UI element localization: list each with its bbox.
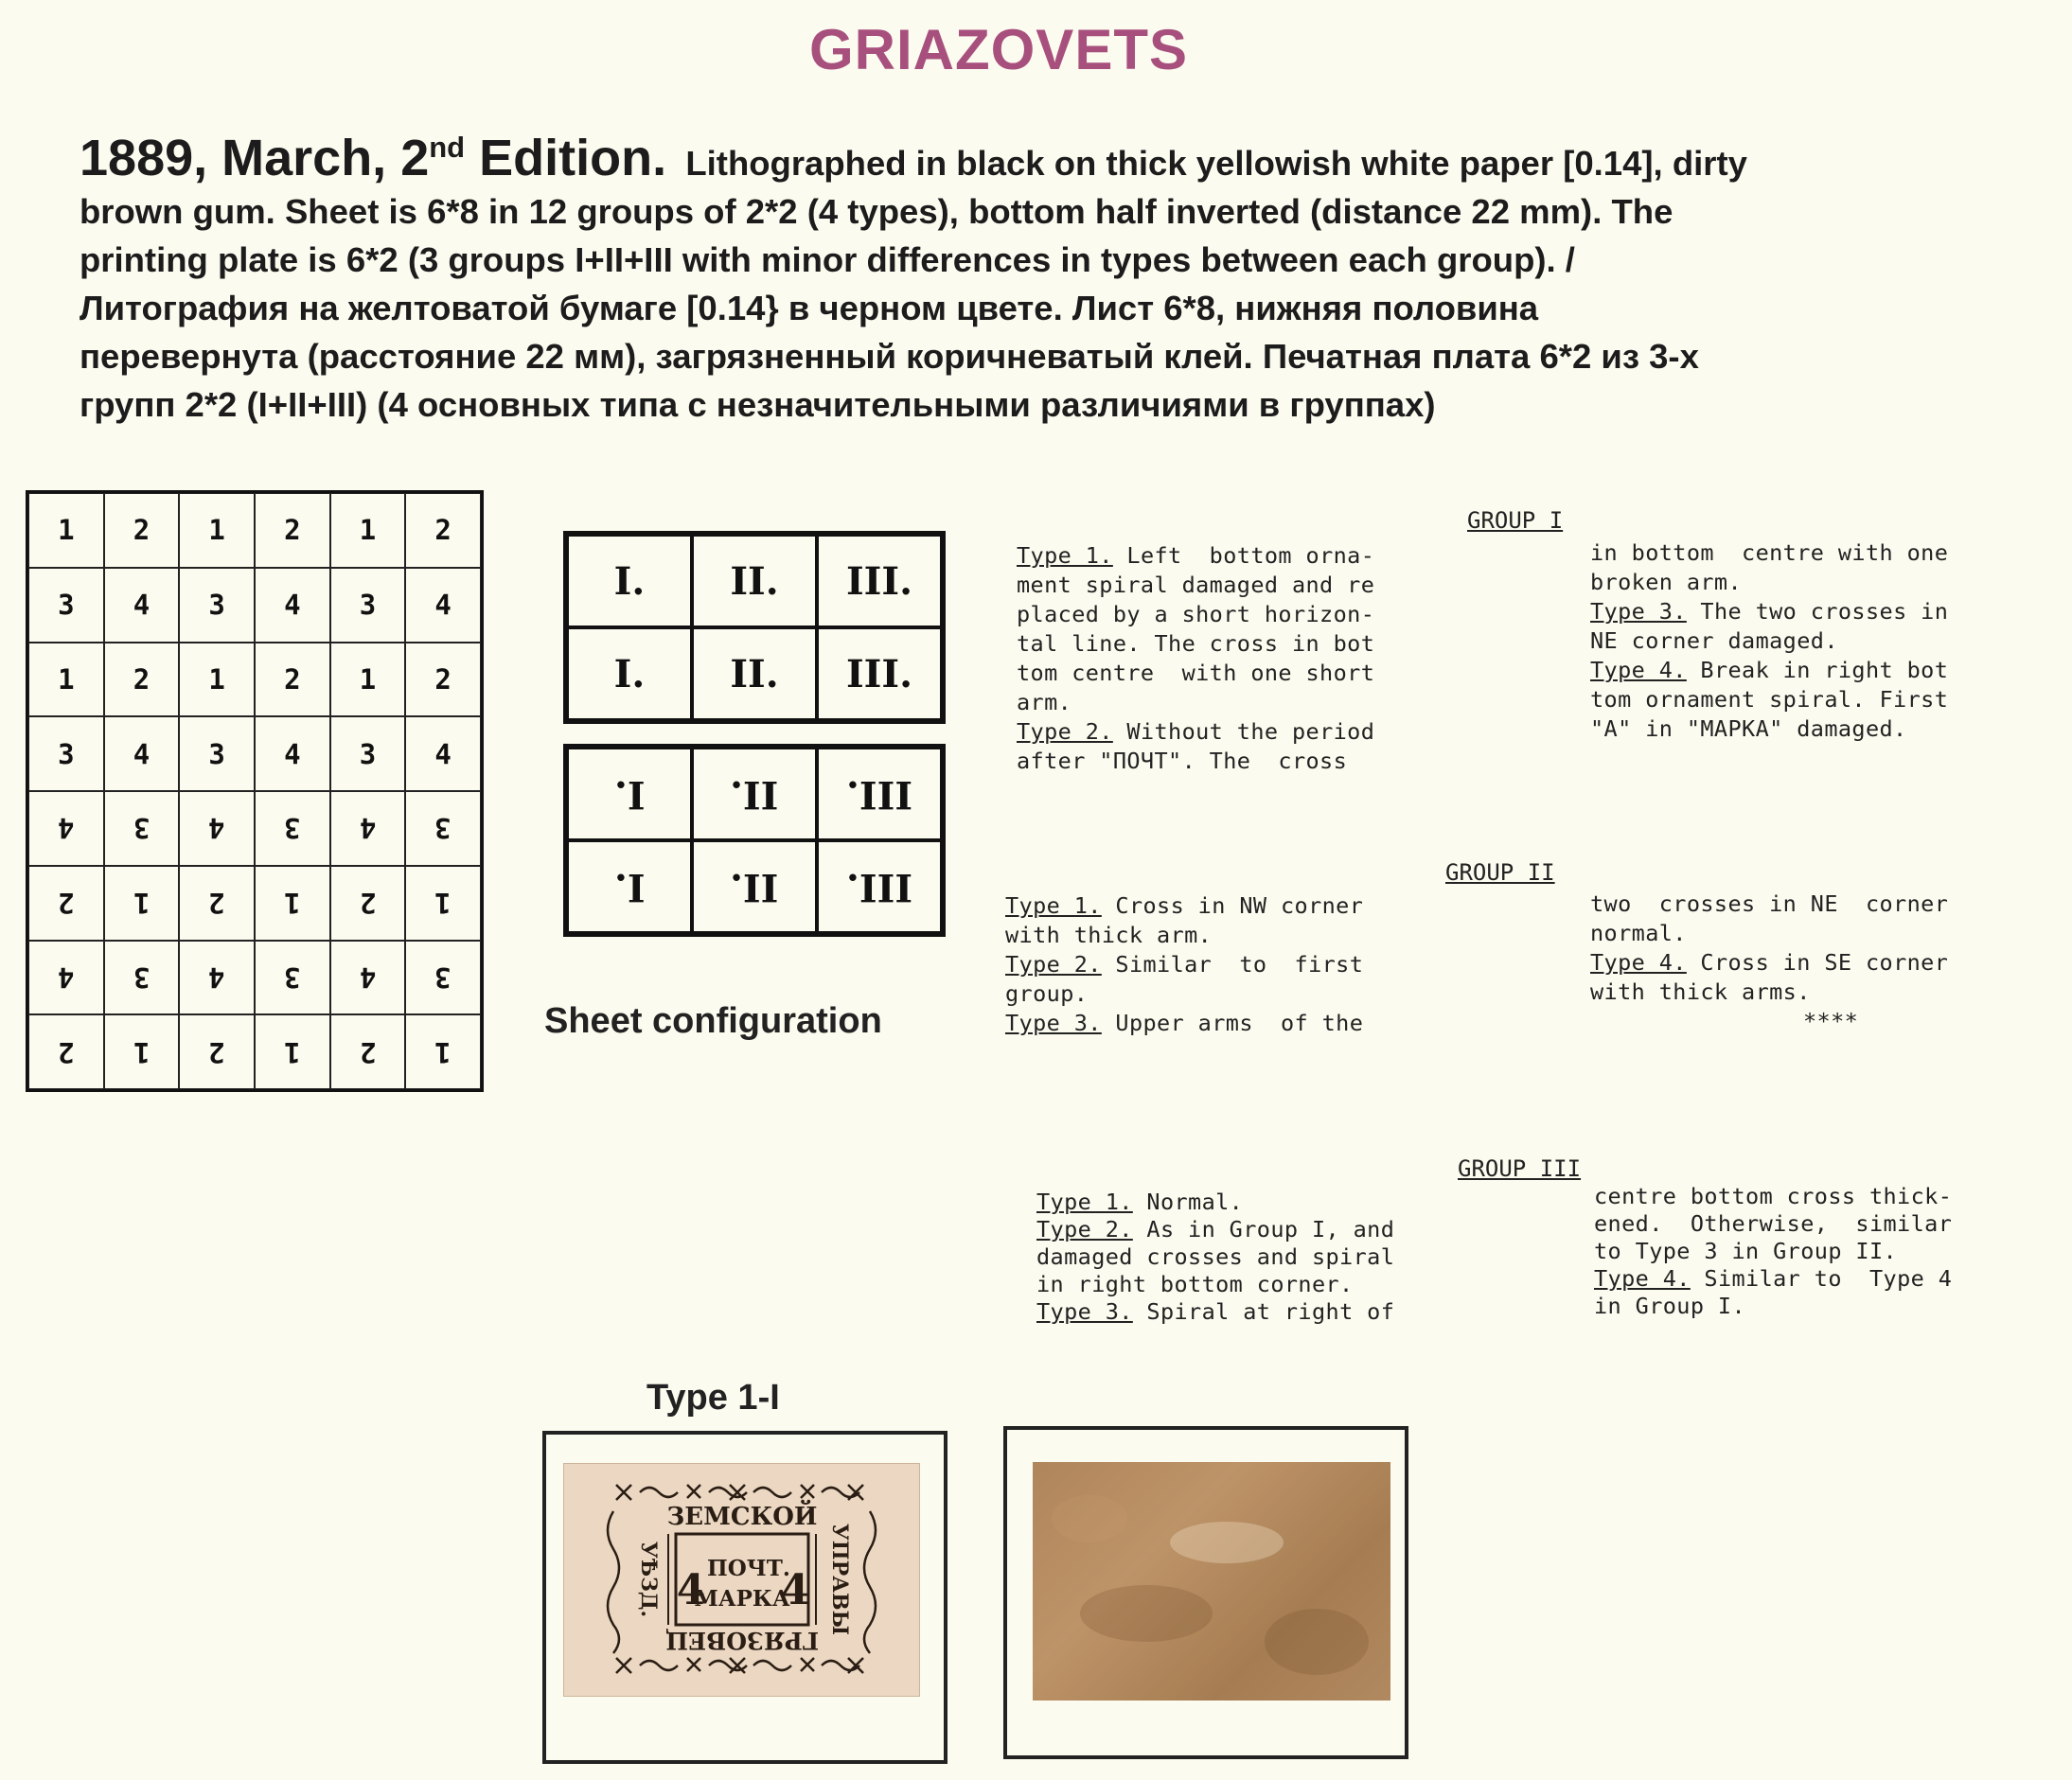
intro-line-4: Литография на желтоватой бумаге [0.14} в черном цвете. Лист 6*8, нижняя половина (80, 289, 1539, 327)
plate-group-cell (692, 535, 817, 627)
sheet-grid-cell (330, 866, 406, 941)
sheet-grid-cell (405, 1014, 481, 1089)
sheet-grid-type-number: 1 (434, 1035, 452, 1068)
stamp-middle-line-1: ПОЧТ. (707, 1556, 790, 1581)
sheet-grid-cell (330, 643, 406, 717)
sheet-grid-cell (255, 941, 330, 1015)
sheet-grid-cell (104, 716, 180, 791)
plate-group-cell (692, 840, 817, 933)
stamp-left-inscription: УѢЗД. (636, 1541, 661, 1618)
sheet-grid-type-number: 1 (133, 1035, 151, 1068)
sheet-grid-cell (255, 866, 330, 941)
plate-group-label: III. (845, 771, 913, 817)
sheet-grid-cell (28, 791, 104, 866)
sheet-grid-type-number: 4 (284, 589, 301, 622)
sheet-grid-cell (255, 716, 330, 791)
sheet-configuration-caption: Sheet configuration (544, 1001, 882, 1041)
sheet-grid-cell (255, 643, 330, 717)
sheet-grid (26, 490, 484, 1092)
sheet-grid-type-number: 4 (208, 960, 225, 994)
sheet-grid-cell (179, 568, 255, 643)
sheet-grid-cell (104, 493, 180, 568)
sheet-grid-cell (330, 568, 406, 643)
sheet-grid-type-number: 4 (208, 812, 225, 845)
plate-group-label: I. (613, 651, 646, 696)
sheet-grid-type-number: 4 (133, 589, 151, 622)
sheet-grid-type-number: 4 (434, 737, 452, 770)
sheet-grid-type-number: 4 (434, 589, 452, 622)
plate-group-cell (817, 840, 942, 933)
sheet-grid-cell (104, 1014, 180, 1089)
sheet-grid-cell (28, 941, 104, 1015)
group-2-left-column: Type 1. Cross in NW corner with thick arm. Type 2. Similar to first group. Type 3. Upper arms of the (1005, 892, 1364, 1036)
sheet-grid-type-number: 1 (284, 887, 301, 920)
group-2-right-column: two crosses in NE corner normal. Type 4. Cross in SE corner with thick arms. **** (1590, 890, 1949, 1034)
sheet-grid-type-number: 2 (359, 1035, 377, 1068)
sheet-grid-cell (179, 493, 255, 568)
plate-group-label: II. (730, 651, 779, 696)
sheet-grid-cell (330, 716, 406, 791)
sheet-grid-cell (28, 493, 104, 568)
group-3-heading: GROUP III (1458, 1155, 1582, 1182)
sheet-grid-cell (405, 716, 481, 791)
plate-configuration-inverted (563, 744, 946, 937)
sheet-grid-cell (179, 716, 255, 791)
sheet-grid-cell (179, 791, 255, 866)
stamp-value-right: 4 (780, 1566, 810, 1614)
sheet-grid-type-number: 3 (133, 812, 151, 845)
sheet-grid-cell (104, 643, 180, 717)
group-3-right-column: centre bottom cross thick- ened. Otherwise, similar to Type 3 in Group II. Type 4. Similar to Type 4 in Group I. (1594, 1183, 1953, 1319)
intro-paragraph (80, 123, 2010, 429)
sheet-grid-type-number: 3 (208, 737, 225, 770)
stamp-top-inscription: ЗЕМСКОЙ (666, 1503, 818, 1531)
sheet-grid-cell (330, 941, 406, 1015)
stamp-type-caption: Type 1-I (646, 1378, 780, 1418)
plate-configuration-upright (563, 531, 946, 724)
sheet-grid-cell (104, 866, 180, 941)
sheet-grid-cell (330, 1014, 406, 1089)
intro-line-3: printing plate is 6*2 (3 groups I+II+III with minor differences in types between each group). / (80, 240, 1575, 279)
sheet-grid-type-number: 1 (133, 887, 151, 920)
group-1-left-column: Type 1. Left bottom orna- ment spiral damaged and re placed by a short horizon- tal line. The cross in bot tom centre with one short arm. Type 2. Without the period after "ПОЧТ". The cross (1017, 542, 1375, 774)
stamp-bottom-inscription: ГРЯЗОВЕЦ (664, 1627, 820, 1654)
stamp-right-inscription: УПРАВЫ (827, 1523, 852, 1636)
plate-group-label: I. (613, 558, 646, 604)
sheet-grid-cell (104, 941, 180, 1015)
sheet-grid-cell (28, 866, 104, 941)
sheet-grid-type-number: 2 (434, 514, 452, 547)
plate-group-cell (567, 627, 692, 720)
plate-group-cell (692, 627, 817, 720)
sheet-grid-cell (179, 941, 255, 1015)
plate-group-label: III. (845, 651, 913, 696)
sheet-grid-type-number: 2 (359, 887, 377, 920)
sheet-grid-type-number: 2 (133, 514, 151, 547)
sheet-grid-type-number: 1 (58, 514, 75, 547)
sheet-grid-type-number: 1 (359, 662, 377, 696)
sheet-grid-type-number: 4 (284, 737, 301, 770)
sheet-grid-type-number: 4 (133, 737, 151, 770)
sheet-grid-type-number: 3 (284, 812, 301, 845)
sheet-grid-type-number: 3 (284, 960, 301, 994)
sheet-grid-cell (28, 643, 104, 717)
stamp-middle-line-2: МАРКА (694, 1586, 790, 1612)
group-1-right-column: in bottom centre with one broken arm. Type 3. The two crosses in NE corner damaged. Type 4. Break in right bot tom ornament spiral. First "A" in "MAPKA" damaged. (1590, 539, 1949, 742)
sheet-grid-type-number: 2 (208, 1035, 225, 1068)
plate-group-label: III. (845, 558, 913, 604)
sheet-grid-cell (405, 493, 481, 568)
sheet-grid-cell (28, 568, 104, 643)
sheet-grid-type-number: 1 (58, 662, 75, 696)
sheet-grid-cell (179, 1014, 255, 1089)
stamp-back-texture (1033, 1462, 1390, 1701)
sheet-grid-type-number: 3 (58, 737, 75, 770)
intro-line-1: 1889, March, 2nd Edition. Lithographed in black on thick yellowish white paper [0.14], dirty (80, 130, 1747, 186)
intro-line-6: групп 2*2 (I+II+III) (4 основных типа с незначительными различиями в группах) (80, 385, 1436, 424)
page-title: GRIAZOVETS (808, 18, 1189, 81)
sheet-grid-type-number: 1 (284, 1035, 301, 1068)
plate-group-label: II. (730, 771, 779, 817)
sheet-grid-type-number: 4 (58, 812, 75, 845)
sheet-grid-cell (255, 493, 330, 568)
sheet-grid-cell (179, 866, 255, 941)
sheet-grid-type-number: 3 (359, 589, 377, 622)
sheet-grid-type-number: 4 (58, 960, 75, 994)
sheet-grid-type-number: 4 (359, 812, 377, 845)
sheet-grid-cell (405, 643, 481, 717)
sheet-grid-cell (28, 716, 104, 791)
sheet-grid-cell (104, 791, 180, 866)
sheet-grid-type-number: 2 (133, 662, 151, 696)
sheet-grid-cell (255, 568, 330, 643)
sheet-grid-type-number: 1 (208, 514, 225, 547)
plate-group-cell (817, 748, 942, 840)
sheet-grid-type-number: 1 (359, 514, 377, 547)
stamp-front-image (563, 1463, 920, 1697)
group-1-heading: GROUP I (1467, 507, 1564, 534)
plate-group-label: III. (845, 864, 913, 909)
plate-group-cell (817, 627, 942, 720)
sheet-grid-cell (255, 1014, 330, 1089)
sheet-grid-type-number: 2 (284, 514, 301, 547)
plate-group-cell (692, 748, 817, 840)
sheet-grid-type-number: 1 (434, 887, 452, 920)
sheet-grid-cell (405, 866, 481, 941)
sheet-grid-type-number: 3 (359, 737, 377, 770)
sheet-grid-type-number: 3 (58, 589, 75, 622)
sheet-grid-type-number: 2 (58, 1035, 75, 1068)
stamp-value-left: 4 (676, 1566, 706, 1614)
sheet-grid-type-number: 3 (434, 812, 452, 845)
edition-heading: 1889, March, 2nd Edition. (80, 130, 667, 186)
intro-line-5: перевернута (расстояние 22 мм), загрязненный коричневатый клей. Печатная плата 6*2 из 3-х (80, 337, 1699, 376)
plate-group-label: I. (613, 864, 646, 909)
intro-line-2: brown gum. Sheet is 6*8 in 12 groups of 2*2 (4 types), bottom half inverted (distance 22 mm). The (80, 192, 1674, 231)
sheet-grid-cell (330, 493, 406, 568)
sheet-grid-cell (330, 791, 406, 866)
stamp-design (564, 1464, 919, 1696)
sheet-grid-cell (405, 791, 481, 866)
group-3-left-column: Type 1. Normal. Type 2. As in Group I, and damaged crosses and spiral in right bottom corner. Type 3. Spiral at right of (1036, 1189, 1395, 1325)
plate-group-cell (567, 840, 692, 933)
plate-group-label: II. (730, 558, 779, 604)
sheet-grid-type-number: 2 (58, 887, 75, 920)
sheet-grid-type-number: 2 (208, 887, 225, 920)
plate-group-label: I. (613, 771, 646, 817)
sheet-grid-type-number: 1 (208, 662, 225, 696)
sheet-grid-type-number: 2 (284, 662, 301, 696)
sheet-grid-cell (405, 568, 481, 643)
sheet-grid-type-number: 3 (434, 960, 452, 994)
stamp-back-image (1033, 1462, 1390, 1701)
group-2-heading: GROUP II (1445, 859, 1555, 886)
plate-group-cell (817, 535, 942, 627)
sheet-grid-cell (104, 568, 180, 643)
sheet-grid-type-number: 3 (208, 589, 225, 622)
sheet-grid-cell (179, 643, 255, 717)
sheet-grid-type-number: 2 (434, 662, 452, 696)
sheet-grid-type-number: 4 (359, 960, 377, 994)
plate-group-cell (567, 535, 692, 627)
sheet-grid-cell (405, 941, 481, 1015)
sheet-grid-type-number: 3 (133, 960, 151, 994)
plate-group-cell (567, 748, 692, 840)
sheet-grid-cell (255, 791, 330, 866)
sheet-grid-cell (28, 1014, 104, 1089)
plate-group-label: II. (730, 864, 779, 909)
